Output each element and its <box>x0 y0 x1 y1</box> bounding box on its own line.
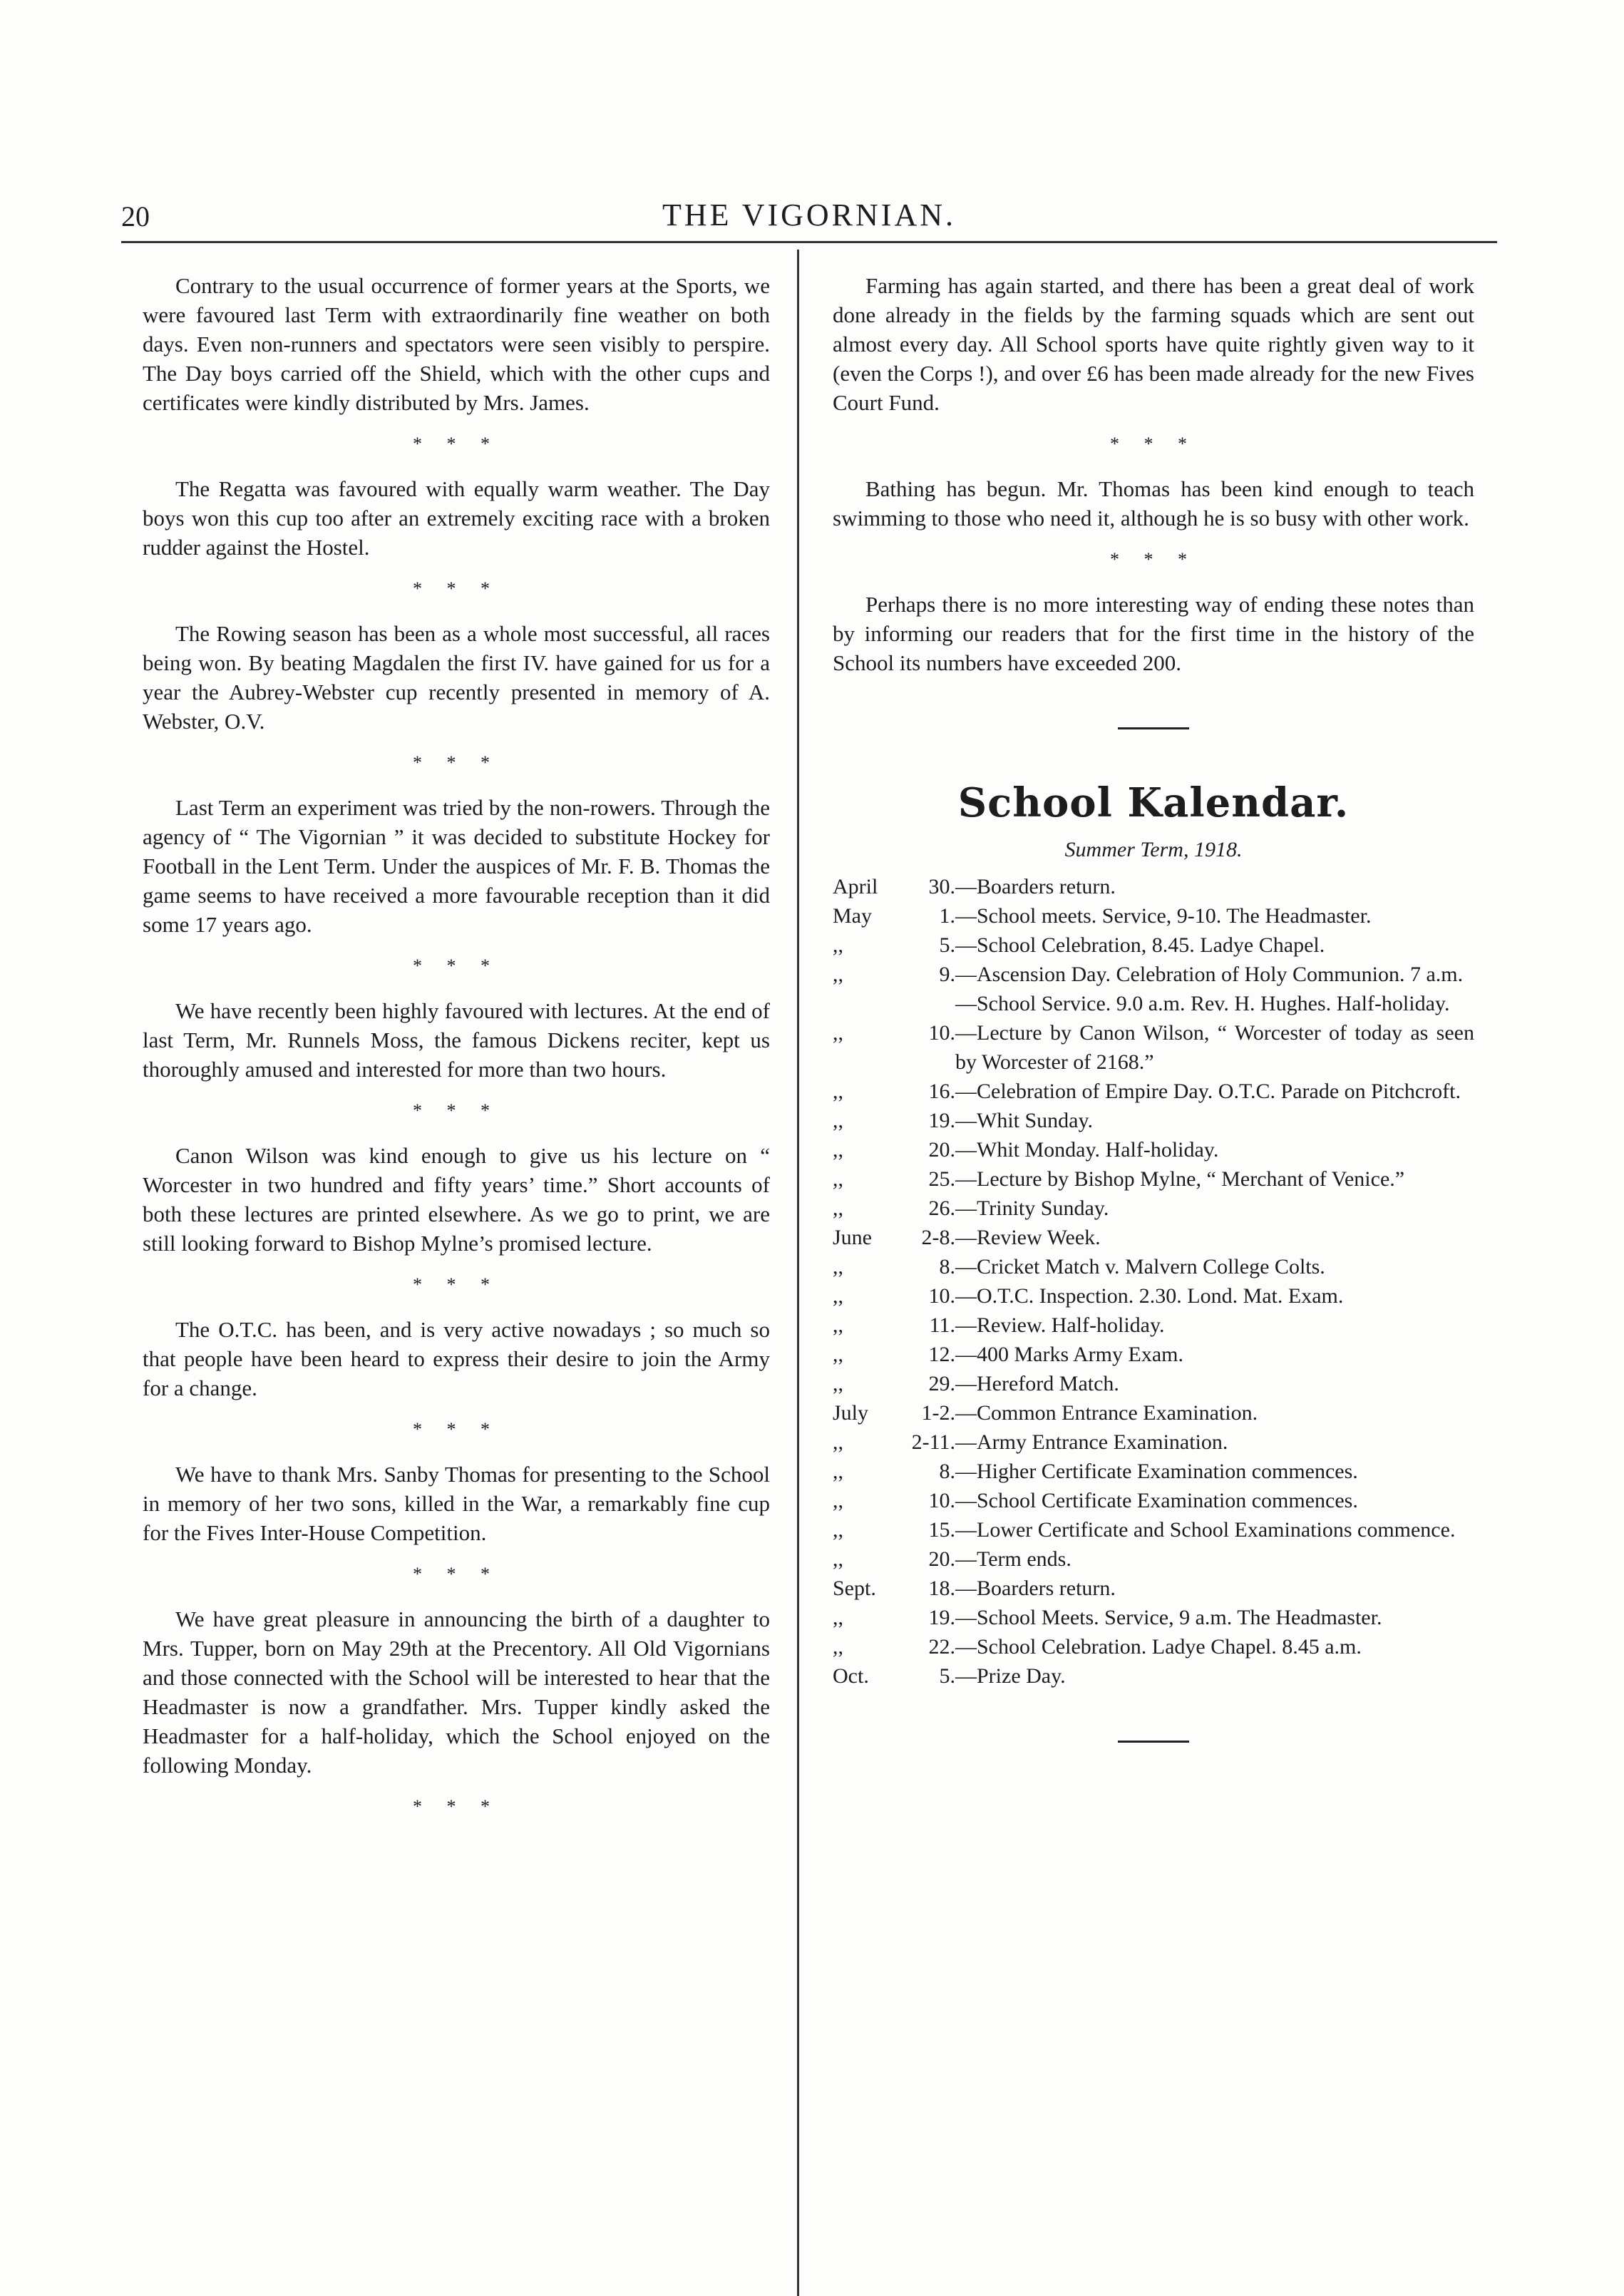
paragraph-regatta: The Regatta was favoured with equally warm weather. The Day boys won this cup too after an extremely exciting race with a broken rudder against the Hostel. <box>143 476 770 560</box>
kalendar-text: —Higher Certificate Examination commences. <box>955 1460 1358 1483</box>
paragraph-farming: Farming has again started, and there has been a great deal of work done already in the fields by the farming squads which are sent out almost every day. All School sports have quite rightly given way to it (even the Corps !), and over £6 has been made already for the new Fives Court Fund. <box>833 273 1474 415</box>
kalendar-day: 15. <box>928 1518 955 1542</box>
paragraph-birth: We have great pleasure in announcing the birth of a daughter to Mrs. Tupper, born on May 29th at the Precentory. All Old Vigornians and those connected with the School will be interested to hear that the Headmaster is now a grandfather. Mrs. Tupper kindly asked the Headmaster for a half-holiday, which the School enjoyed on the following Monday. <box>143 1606 770 1778</box>
kalendar-text: —Review Week. <box>955 1226 1101 1249</box>
section-separator: * * * <box>413 1564 500 1584</box>
kalendar-day: 22. <box>928 1635 955 1659</box>
right-column <box>833 271 1474 1743</box>
kalendar-text: —Prize Day. <box>955 1664 1066 1688</box>
kalendar-entry <box>833 1486 1474 1515</box>
paragraph-numbers: Perhaps there is no more interesting way of ending these notes than by informing our readers that for the first time in the history of the School its numbers have exceeded 200. <box>833 592 1474 675</box>
kalendar-text: —School Certificate Examination commences. <box>955 1489 1358 1512</box>
kalendar-text: —Lower Certificate and School Examinations commence. <box>955 1518 1456 1542</box>
kalendar-subtitle: Summer Term, 1918. <box>1064 838 1243 861</box>
kalendar-month: ,, <box>833 1547 843 1571</box>
kalendar-text: —Trinity Sunday. <box>955 1196 1109 1220</box>
kalendar-entry <box>833 1515 1474 1544</box>
header-rule <box>121 241 1497 243</box>
kalendar-day: 2-8. <box>921 1226 955 1249</box>
kalendar-entry <box>833 1661 1474 1691</box>
left-column <box>143 271 770 1837</box>
section-separator: * * * <box>413 955 500 976</box>
kalendar-month: ,, <box>833 1080 843 1103</box>
kalendar-entry <box>833 1574 1474 1603</box>
kalendar-day: 20. <box>928 1547 955 1571</box>
kalendar-day: 16. <box>928 1080 955 1103</box>
kalendar-day: 20. <box>928 1138 955 1162</box>
kalendar-day: 19. <box>928 1109 955 1132</box>
kalendar-month: ,, <box>833 1635 843 1659</box>
kalendar-day: 29. <box>928 1372 955 1395</box>
page-number: 20 <box>121 200 150 232</box>
kalendar-entry <box>833 1457 1474 1486</box>
kalendar-text: —400 Marks Army Exam. <box>955 1343 1183 1366</box>
section-separator: * * * <box>413 1796 500 1817</box>
kalendar-entry <box>833 1632 1474 1661</box>
kalendar-month: ,, <box>833 1167 843 1191</box>
kalendar-day: 10. <box>928 1021 955 1045</box>
paragraph-rowing: The Rowing season has been as a whole most successful, all races being won. By beating Magdalen the first IV. have gained for us for a year the Aubrey-Webster cup recently presented in memory of A. Webster, O.V. <box>143 621 770 734</box>
paragraph-canon-wilson: Canon Wilson was kind enough to give us his lecture on “ Worcester in two hundred and fifty years’ time.” Short accounts of both these lectures are printed elsewhere. As we go to print, we are still looking forward to Bishop Mylne’s promised lecture. <box>143 1143 770 1256</box>
kalendar-day <box>898 989 955 1018</box>
kalendar-day: 5. <box>939 933 955 957</box>
kalendar-text: —School Service. 9.0 a.m. Rev. H. Hughes. Half-holiday. <box>955 992 1450 1015</box>
kalendar-entry <box>833 1077 1474 1106</box>
kalendar-month <box>833 989 898 1018</box>
kalendar-month: Sept. <box>833 1577 876 1600</box>
kalendar-entry <box>833 872 1474 901</box>
kalendar-text: —Ascension Day. Celebration of Holy Communion. 7 a.m. <box>955 963 1464 986</box>
kalendar-entry <box>833 1252 1474 1281</box>
kalendar-month: ,, <box>833 1138 843 1162</box>
kalendar-entry <box>833 1135 1474 1164</box>
kalendar-day: 9. <box>939 963 955 986</box>
kalendar-month: July <box>833 1401 869 1425</box>
kalendar-month: ,, <box>833 933 843 957</box>
kalendar-text: —Boarders return. <box>955 875 1116 898</box>
kalendar-day: 11. <box>929 1313 955 1337</box>
kalendar-entry <box>833 1398 1474 1428</box>
kalendar-entry <box>833 1106 1474 1135</box>
running-title: THE VIGORNIAN. <box>662 198 957 232</box>
paragraph-bathing: Bathing has begun. Mr. Thomas has been kind enough to teach swimming to those who need it, although he is so busy with other work. <box>833 476 1474 531</box>
kalendar-month: ,, <box>833 1284 843 1308</box>
kalendar-day: 1-2. <box>921 1401 955 1425</box>
kalendar-text: —Whit Monday. Half-holiday. <box>955 1138 1219 1162</box>
kalendar-entry <box>833 931 1474 960</box>
section-rule <box>1118 727 1189 729</box>
paragraph-lectures: We have recently been highly favoured with lectures. At the end of last Term, Mr. Runnels Moss, the famous Dickens reciter, kept us thoroughly amused and interested for more than two hours. <box>143 998 770 1082</box>
kalendar-day: 25. <box>928 1167 955 1191</box>
kalendar-text: —Lecture by Bishop Mylne, “ Merchant of Venice.” <box>955 1167 1405 1191</box>
section-separator: * * * <box>1110 549 1197 570</box>
kalendar-month: ,, <box>833 1372 843 1395</box>
kalendar-entry <box>833 989 1474 1018</box>
kalendar-day: 8. <box>939 1460 955 1483</box>
kalendar-month: June <box>833 1226 872 1249</box>
page-header <box>121 193 1497 242</box>
paragraph-hockey: Last Term an experiment was tried by the non-rowers. Through the agency of “ The Vigornian ” it was decided to substitute Hockey for Football in the Lent Term. Under the auspices of Mr. F. B. Thomas the game seems to have received a more favourable reception than it did some 17 years ago. <box>143 795 770 937</box>
kalendar-entry <box>833 1340 1474 1369</box>
kalendar-day: 18. <box>928 1577 955 1600</box>
kalendar-day: 8. <box>939 1255 955 1278</box>
kalendar-month: ,, <box>833 1255 843 1278</box>
section-separator: * * * <box>413 434 500 454</box>
kalendar-day: 1. <box>939 904 955 928</box>
kalendar-entry <box>833 1194 1474 1223</box>
kalendar-day: 26. <box>928 1196 955 1220</box>
kalendar-entry <box>833 1164 1474 1194</box>
paragraph-otc: The O.T.C. has been, and is very active nowadays ; so much so that people have been heard to express their desire to join the Army for a change. <box>143 1317 770 1400</box>
kalendar-text: —School Celebration. Ladye Chapel. 8.45 a.m. <box>955 1635 1362 1659</box>
paragraph-sports: Contrary to the usual occurrence of former years at the Sports, we were favoured last Term with extraordinarily fine weather on both days. Even non-runners and spectators were seen visibly to perspire. The Day boys carried off the Shield, which with the other cups and certificates were kindly distributed by Mrs. James. <box>143 273 770 415</box>
kalendar-entry <box>833 1428 1474 1457</box>
kalendar-month: April <box>833 875 878 898</box>
kalendar-month: ,, <box>833 1518 843 1542</box>
section-separator: * * * <box>413 1274 500 1295</box>
kalendar-text: —Review. Half-holiday. <box>955 1313 1165 1337</box>
kalendar-day: 19. <box>928 1606 955 1629</box>
kalendar-text: —Cricket Match v. Malvern College Colts. <box>955 1255 1325 1278</box>
kalendar-text: —O.T.C. Inspection. 2.30. Lond. Mat. Exam. <box>955 1284 1344 1308</box>
kalendar-month: ,, <box>833 1489 843 1512</box>
kalendar-day: 12. <box>928 1343 955 1366</box>
kalendar-month: Oct. <box>833 1664 869 1688</box>
kalendar-entry <box>833 1603 1474 1632</box>
kalendar-text: —Term ends. <box>955 1547 1071 1571</box>
kalendar-month: ,, <box>833 1343 843 1366</box>
kalendar-month: ,, <box>833 1460 843 1483</box>
kalendar-entry <box>833 1369 1474 1398</box>
section-separator: * * * <box>413 752 500 773</box>
kalendar-text: —Boarders return. <box>955 1577 1116 1600</box>
kalendar-month: ,, <box>833 1196 843 1220</box>
kalendar-month: ,, <box>833 1021 843 1045</box>
kalendar-month: ,, <box>833 1430 843 1454</box>
kalendar-entry <box>833 1018 1474 1077</box>
kalendar-month: ,, <box>833 1606 843 1629</box>
kalendar-entry <box>833 1544 1474 1574</box>
kalendar-day: 10. <box>928 1284 955 1308</box>
kalendar-list <box>833 872 1474 1691</box>
column-divider <box>797 250 799 2296</box>
kalendar-text: —School meets. Service, 9-10. The Headmaster. <box>955 904 1372 928</box>
section-separator: * * * <box>1110 434 1197 454</box>
paragraph-fives-cup: We have to thank Mrs. Sanby Thomas for presenting to the School in memory of her two sons, killed in the War, a remarkably fine cup for the Fives Inter-House Competition. <box>143 1462 770 1545</box>
kalendar-month: ,, <box>833 1313 843 1337</box>
kalendar-text: —Common Entrance Examination. <box>955 1401 1258 1425</box>
kalendar-day: 10. <box>928 1489 955 1512</box>
kalendar-text: —Lecture by Canon Wilson, “ Worcester of today as seen by Worcester of 2168.” <box>955 1021 1474 1074</box>
kalendar-entry <box>833 1311 1474 1340</box>
section-separator: * * * <box>413 1100 500 1121</box>
kalendar-text: —School Celebration, 8.45. Ladye Chapel. <box>955 933 1325 957</box>
section-separator: * * * <box>413 1419 500 1440</box>
kalendar-text: —Celebration of Empire Day. O.T.C. Parade on Pitchcroft. <box>955 1080 1461 1103</box>
kalendar-title: School Kalendar. <box>957 779 1350 826</box>
section-separator: * * * <box>413 578 500 599</box>
kalendar-month: ,, <box>833 963 843 986</box>
kalendar-text: —Army Entrance Examination. <box>955 1430 1228 1454</box>
kalendar-month: May <box>833 904 872 928</box>
kalendar-day: 2-11. <box>911 1430 955 1454</box>
kalendar-entry <box>833 1281 1474 1311</box>
kalendar-month: ,, <box>833 1109 843 1132</box>
kalendar-entry <box>833 1223 1474 1252</box>
kalendar-text: —School Meets. Service, 9 a.m. The Headmaster. <box>955 1606 1382 1629</box>
kalendar-text: —Hereford Match. <box>955 1372 1119 1395</box>
kalendar-day: 30. <box>928 875 955 898</box>
kalendar-day: 5. <box>939 1664 955 1688</box>
section-rule <box>1118 1741 1189 1743</box>
kalendar-entry <box>833 960 1474 989</box>
kalendar-entry <box>833 901 1474 931</box>
kalendar-text: —Whit Sunday. <box>955 1109 1094 1132</box>
